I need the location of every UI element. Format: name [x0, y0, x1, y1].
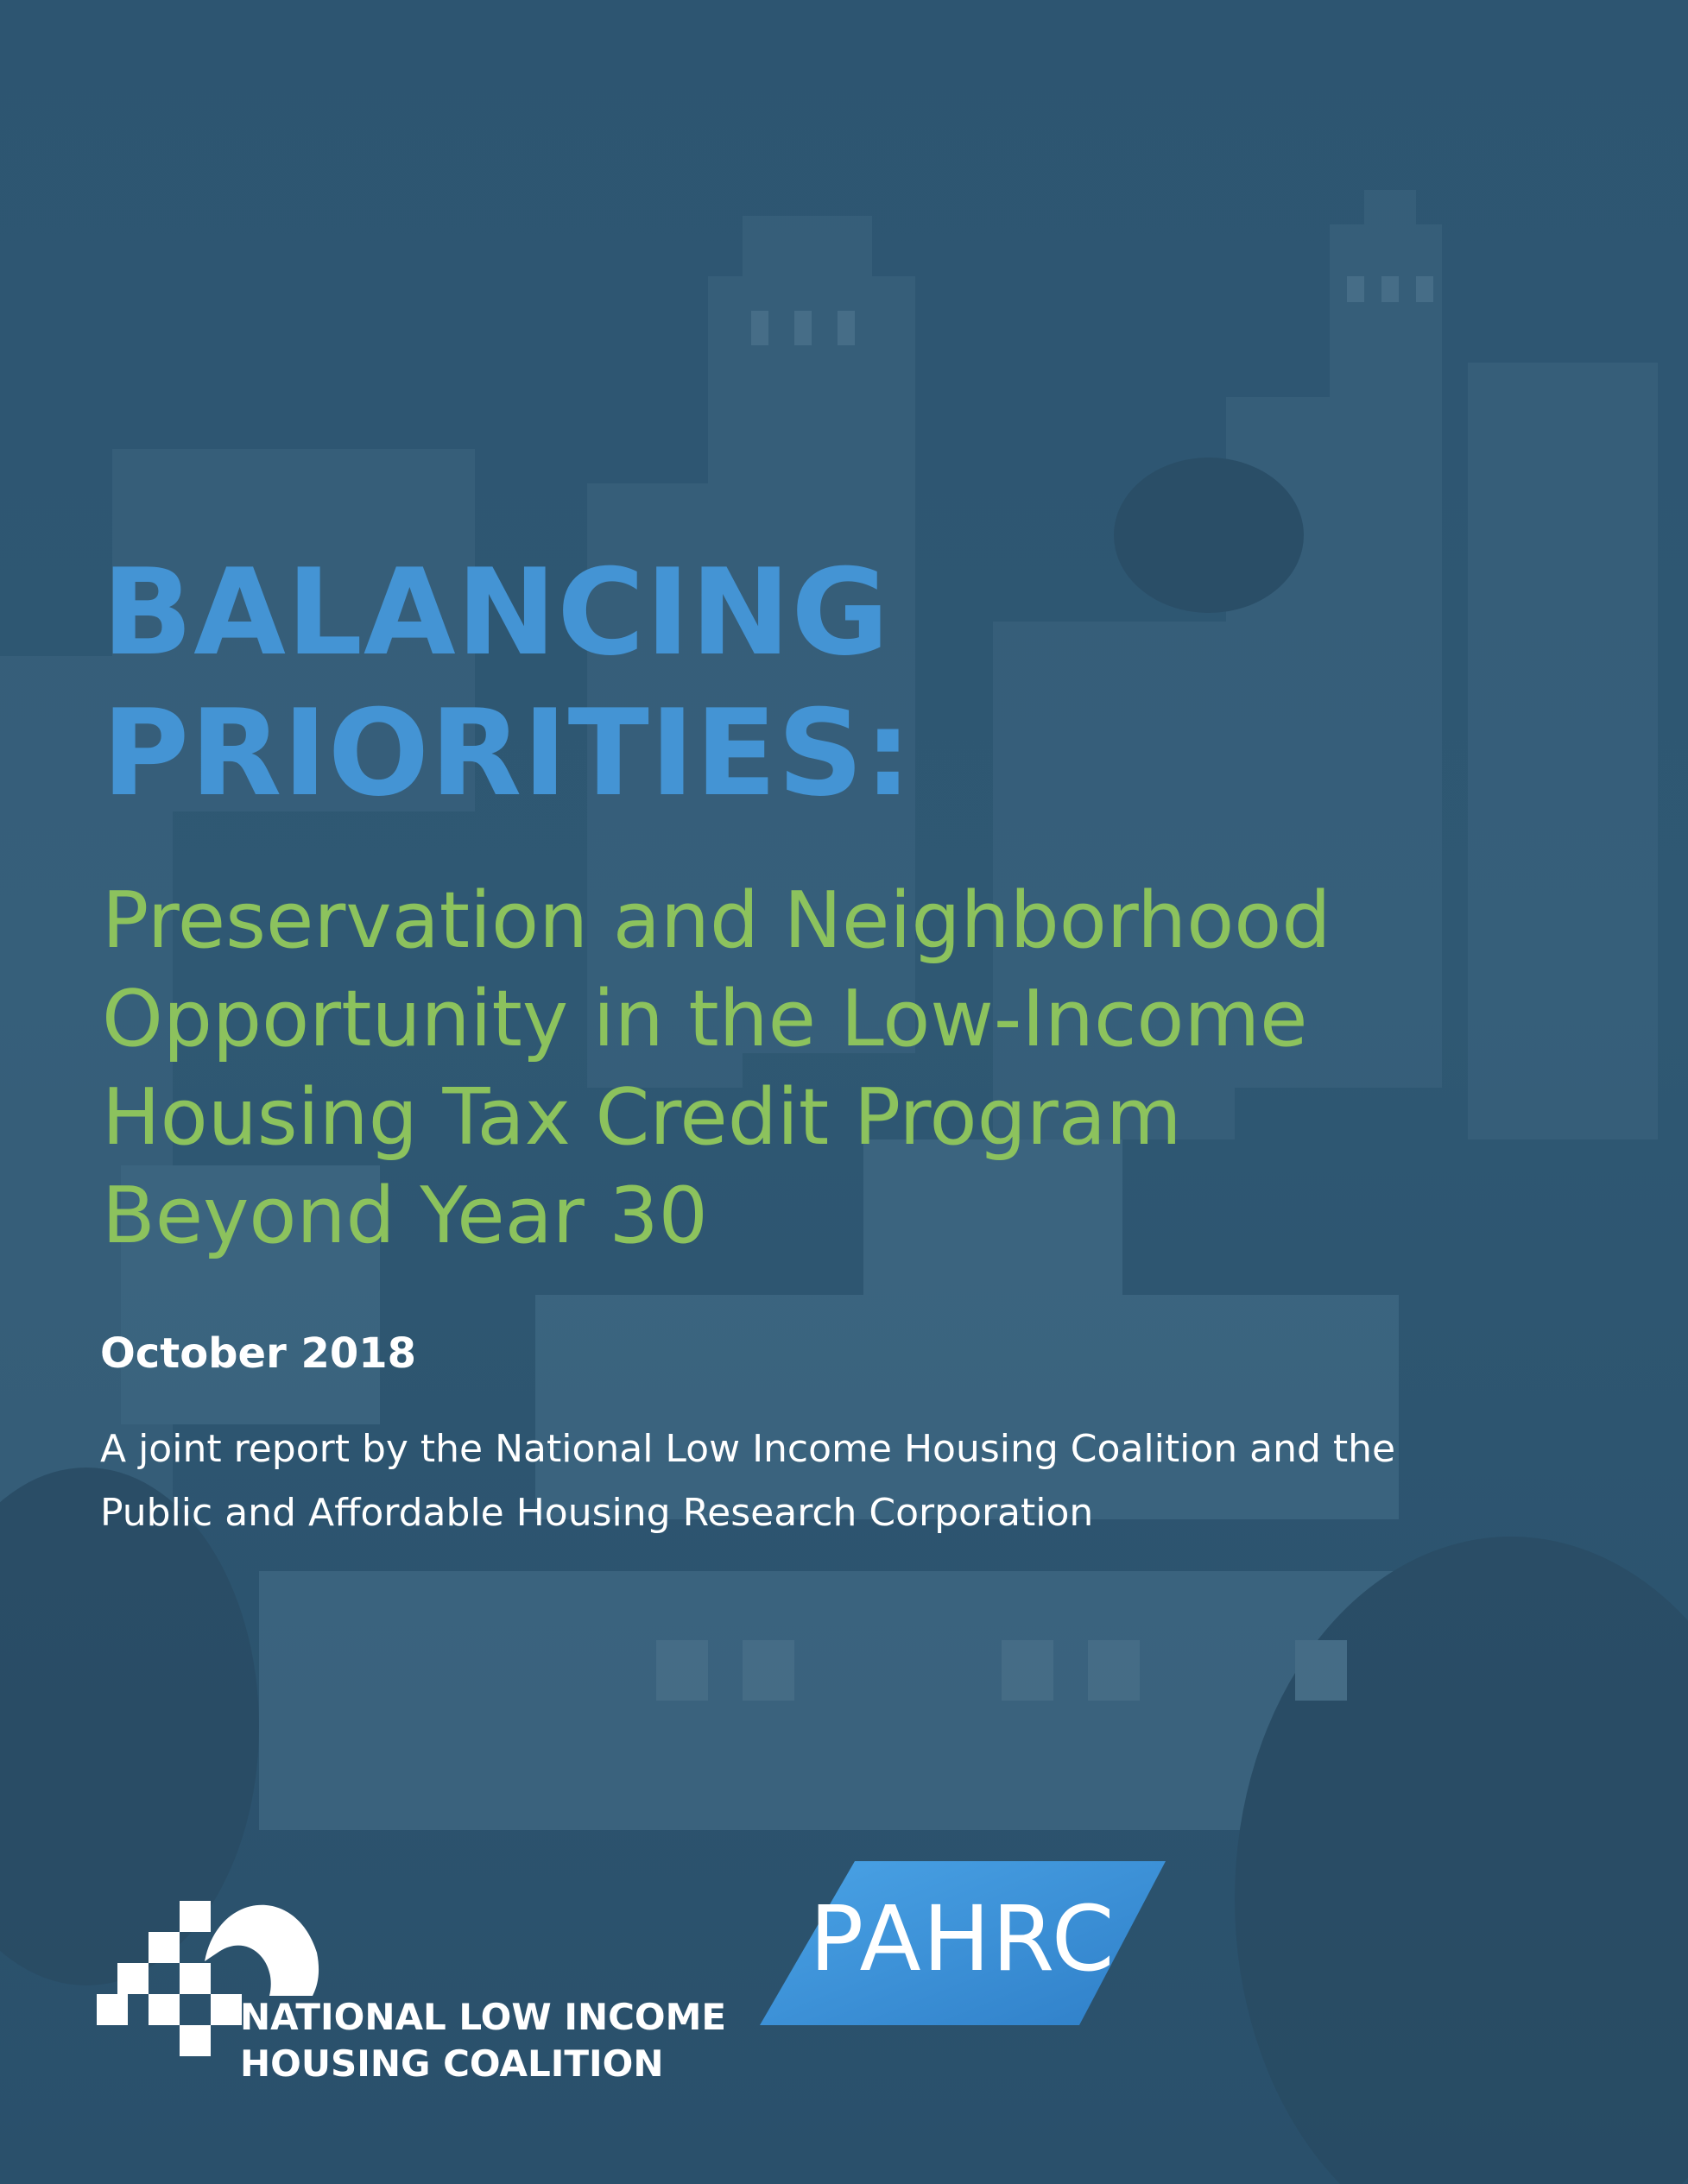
- report-authors: A joint report by the National Low Income Housing Coalition and the Public and Affordable Housing Research Corporation: [100, 1427, 1396, 1535]
- nlihc-logo-text: NATIONAL LOW INCOME HOUSING COALITION: [240, 1996, 727, 2085]
- pahrc-logo-text: PAHRC: [809, 1886, 1116, 1991]
- report-title: BALANCING PRIORITIES:: [102, 543, 913, 823]
- report-date: October 2018: [100, 1329, 417, 1378]
- report-subtitle: Preservation and Neighborhood Opportunity in the Low-Income Housing Tax Credit Program Beyond Year 30: [102, 875, 1331, 1261]
